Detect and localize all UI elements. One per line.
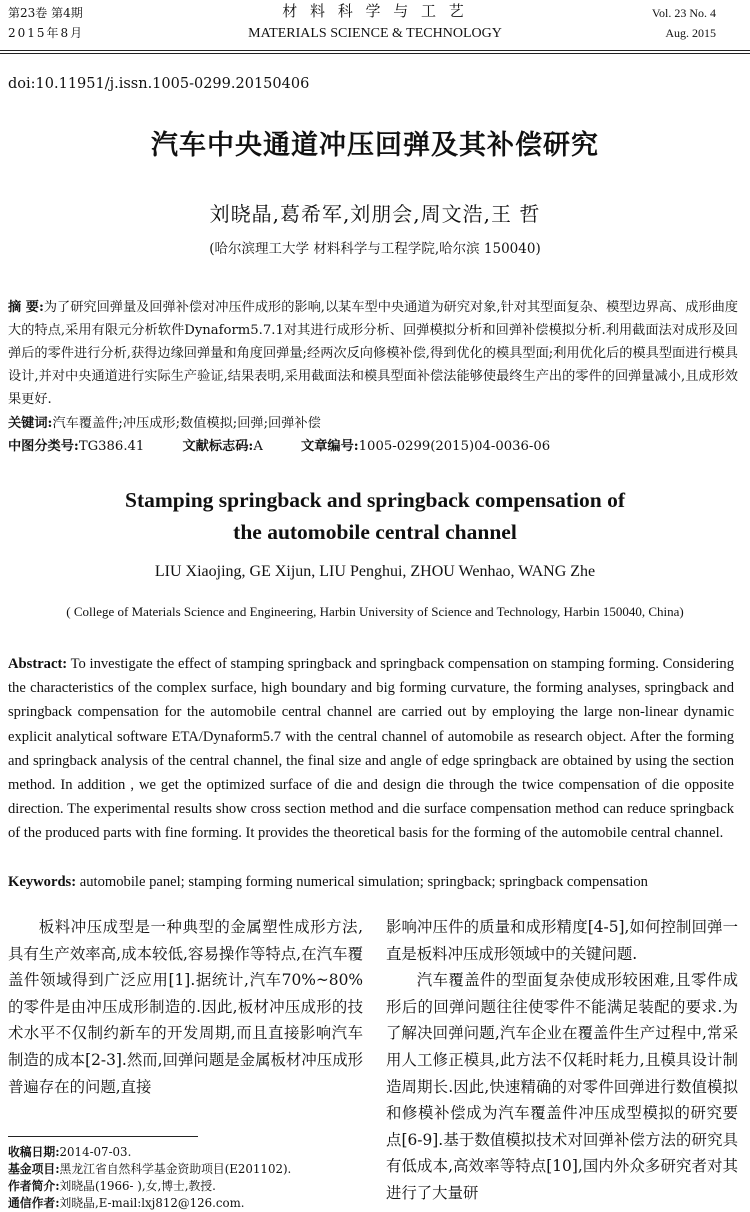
footnote-fund <box>8 1161 368 1178</box>
paper-title-cn: 汽车中央通道冲压回弹及其补偿研究 <box>151 130 599 161</box>
footnotes <box>8 1144 368 1212</box>
received-label: 收稿日期: <box>8 1145 60 1159</box>
paper-title-en-line2: the automobile central channel <box>233 520 517 544</box>
paper-title-en-line1: Stamping springback and springback compensation of <box>125 488 625 512</box>
body-paragraph: 影响冲压件的质量和成形精度[4-5],如何控制回弹一直是板料冲压成形领域中的关键问题. <box>386 918 738 963</box>
paper-title-en <box>0 484 750 548</box>
footnote-received <box>8 1144 368 1161</box>
clc-value: TG386.41 <box>78 439 145 454</box>
abstract-text-en: To investigate the effect of stamping springback and springback compensation on stamping forming. Considering the characteristics of the complex surface, high boundary and big forming curvature, the forming analyses, springback and springback compensation for the automobile central channel are carried out by employing the large non-linear dynamic explicit analytical software ETA/Dynaform5.7 with the central channel of automobile as research object. After the forming and springback analysis of the central channel, the final size and angle of edge springback are obtained by using the section method. In addition , we get the optimized surface of die and design die through the twice compensation of die opposite direction. The experimental results show cross section method and die surface compensation method can reduce springback of the produced parts with fine forming. It provides the theoretical basis for the forming of the automobile central channel. <box>8 656 734 842</box>
issue-date-en: Aug. 2015 <box>665 26 716 40</box>
authors-cn: 刘晓晶,葛希军,刘朋会,周文浩,王 哲 <box>209 202 541 226</box>
body-column-left <box>8 914 363 1100</box>
fund-label: 基金项目: <box>8 1162 60 1176</box>
body-column-right <box>386 914 738 1207</box>
abstract-label-en: Abstract: <box>8 656 68 672</box>
keywords-text-cn: 汽车覆盖件;冲压成形;数值模拟;回弹;回弹补偿 <box>52 416 321 431</box>
keywords-text-en: automobile panel; stamping forming numerical simulation; springback; springback compensation <box>76 874 648 890</box>
footnote-corresponding <box>8 1195 368 1212</box>
body-paragraph: 板料冲压成型是一种典型的金属塑性成形方法,具有生产效率高,成本较低,容易操作等特点,在汽车覆盖件领域得到广泛应用[1].据统计,汽车70%~80%的零件是由冲压成形制造的.因此,板材冲压成形的技术水平不仅制约新车的开发周期,而且直接影响汽车制造的成本[2-3].然而,回弹问题是金属板材冲压成形普遍存在的问题,直接 <box>8 918 363 1096</box>
keywords-label-cn: 关键词: <box>8 416 53 431</box>
journal-name-cn: 材 料 科 学 与 工 艺 <box>282 2 468 20</box>
affiliation-cn: (哈尔滨理工大学 材料科学与工程学院,哈尔滨 150040) <box>209 241 541 257</box>
footnote-author <box>8 1178 368 1195</box>
abstract-text-cn: 为了研究回弹量及回弹补偿对冲压件成形的影响,以某车型中央通道为研究对象,针对其型面复杂、模型边界高、成形曲度大的特点,采用有限元分析软件Dynaform5.7.1对其进行成形分析、回弹模拟分析和回弹补偿模拟分析.利用截面法对成形及回弹后的零件进行分析,获得边缘回弹量和角度回弹量;经两次反向修模补偿,得到优化的模具型面;利用优化后的模具型面进行模具设计,并对中央通道进行实际生产验证,结果表明,采用截面法和模具型面补偿法能够使最终生产出的零件的回弹量减小,且成形效果更好. <box>8 300 738 407</box>
keywords-en <box>8 874 734 891</box>
footnote-rule <box>8 1136 198 1137</box>
article-no-value: 1005-0299(2015)04-0036-06 <box>358 439 551 454</box>
volume-issue: 第23卷 第4期 <box>8 6 83 20</box>
authors-en: LIU Xiaojing, GE Xijun, LIU Penghui, ZHOU Wenhao, WANG Zhe <box>154 563 596 580</box>
journal-name-en: MATERIALS SCIENCE & TECHNOLOGY <box>248 26 502 41</box>
clc-label: 中图分类号: <box>8 439 79 454</box>
affiliation-en: ( College of Materials Science and Engineering, Harbin University of Science and Technology, Harbin 150040, China) <box>66 604 684 619</box>
abstract-cn <box>8 296 738 411</box>
body-paragraph: 汽车覆盖件的型面复杂使成形较困难,且零件成形后的回弹问题往往使零件不能满足装配的要求.为了解决回弹问题,汽车企业在覆盖件生产过程中,常采用人工修正模具,此方法不仅耗时耗力,且模具设计制造周期长.因此,快速精确的对零件回弹进行数值模拟和修模补偿成为汽车覆盖件冲压成型模拟的研究要点[6-9].基于数值模拟技术对回弹补偿方法的研究具有低成本,高效率等特点[10],国内外众多研究者对其进行了大量研 <box>386 971 738 1202</box>
doc-code-label: 文献标志码: <box>182 439 254 454</box>
article-no-label: 文章编号: <box>301 439 359 454</box>
keywords-cn <box>8 412 738 431</box>
received-date: 2014-07-03. <box>59 1145 132 1159</box>
classification-line <box>8 435 738 454</box>
issue-date-cn: 2015年8月 <box>8 26 85 40</box>
abstract-label-cn: 摘 要: <box>8 300 44 315</box>
corresponding-label: 通信作者: <box>8 1196 60 1210</box>
volume-no-en: Vol. 23 No. 4 <box>651 6 716 20</box>
corresponding-text: 刘晓晶,E-mail:lxj812@126.com. <box>59 1196 245 1210</box>
author-bio-label: 作者简介: <box>8 1179 60 1193</box>
doc-code-value: A <box>253 439 263 454</box>
header-rule <box>0 50 750 51</box>
header-rule-secondary <box>0 53 750 54</box>
fund-text: 黑龙江省自然科学基金资助项目(E201102). <box>59 1162 292 1176</box>
abstract-en <box>8 652 734 846</box>
author-bio-text: 刘晓晶(1966- ),女,博士,教授. <box>59 1179 216 1193</box>
keywords-label-en: Keywords: <box>8 874 77 890</box>
doi: doi:10.11951/j.issn.1005-0299.20150406 <box>8 76 310 92</box>
